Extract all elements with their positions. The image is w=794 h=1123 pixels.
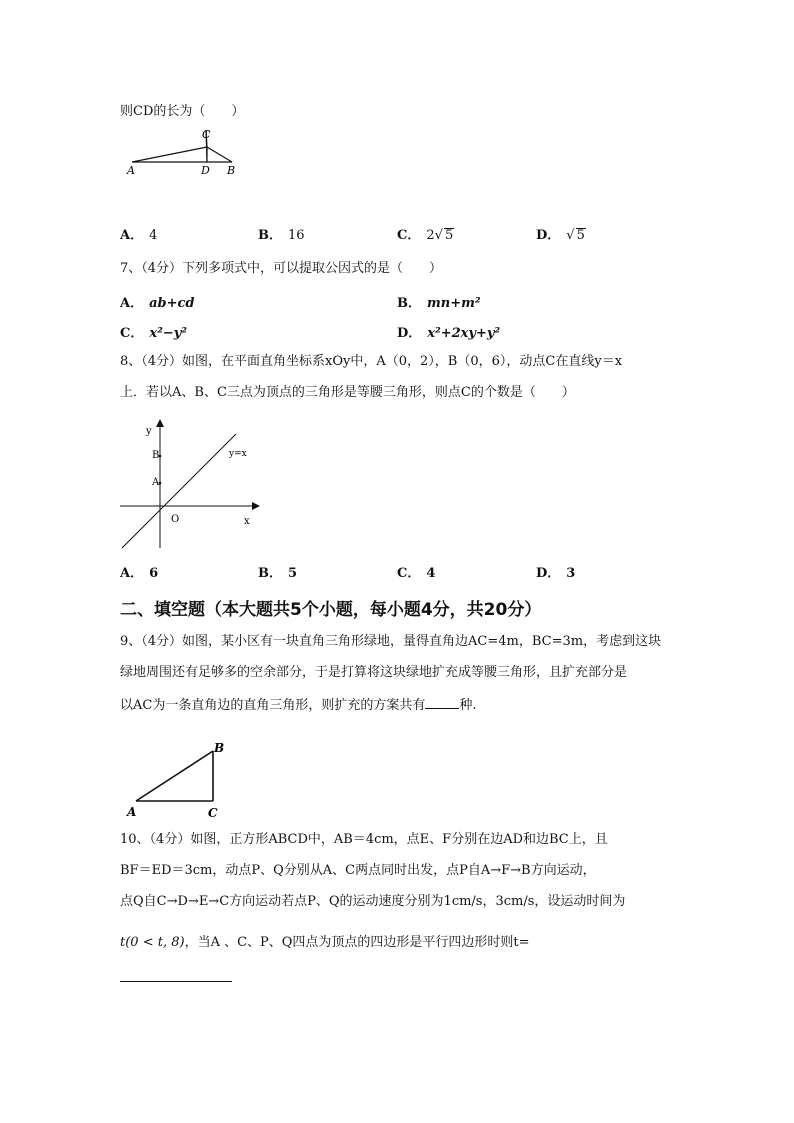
q10-answer-blank[interactable] bbox=[120, 981, 232, 982]
q7-option-c: C． x²−y² bbox=[120, 326, 187, 341]
q6-stem: 则CD的长为（ ） bbox=[120, 104, 245, 119]
q10-stem-line1: 10、（4分）如图，正方形ABCD中，AB＝4cm，点E、F分别在边AD和边BC上，且 bbox=[120, 832, 608, 847]
label-line: y=x bbox=[229, 449, 247, 459]
label-y: y bbox=[146, 426, 152, 437]
q8-option-a: A． 6 bbox=[120, 566, 159, 581]
q7-option-b: B． mn+m² bbox=[397, 296, 481, 311]
q6-option-d: D． √ 5 bbox=[536, 228, 585, 243]
label-o: O bbox=[171, 514, 180, 525]
q6-triangle-figure bbox=[118, 128, 248, 178]
q6-option-b: B． 16 bbox=[258, 228, 305, 243]
q8-option-c: C． 4 bbox=[397, 566, 436, 581]
q9-answer-blank[interactable] bbox=[425, 696, 459, 709]
x-axis-arrow-icon bbox=[252, 502, 260, 510]
q6-option-c: C． 2√ 5 bbox=[397, 228, 454, 243]
q7-option-d: D． x²+2xy+y² bbox=[397, 326, 501, 341]
q10-stem-line3: 点Q自C→D→E→C方向运动若点P、Q的运动速度分别为1cm/s，3cm/s，设运动时间为 bbox=[120, 894, 626, 909]
label-d: D bbox=[201, 164, 210, 177]
line-y-equals-x bbox=[122, 434, 236, 548]
label-c: C bbox=[208, 806, 218, 820]
q6-option-a: A． 4 bbox=[120, 228, 158, 243]
label-b: B bbox=[227, 164, 236, 177]
q8-option-b: B． 5 bbox=[258, 566, 298, 581]
label-x: x bbox=[244, 516, 250, 527]
label-a: A bbox=[127, 805, 137, 819]
label-c: C bbox=[202, 128, 211, 141]
q8-coordinate-figure bbox=[116, 416, 266, 552]
edge-ab bbox=[136, 751, 213, 801]
label-b: B bbox=[214, 741, 225, 755]
q9-stem-line3: 以AC为一条直角边的直角三角形，则扩充的方案共有 种. bbox=[120, 698, 477, 713]
edge-cb bbox=[207, 147, 232, 162]
q10-stem-line2: BF＝ED＝3cm，动点P、Q分别从A、C两点同时出发，点P自A→F→B方向运动， bbox=[120, 863, 596, 878]
q8-option-d: D． 3 bbox=[536, 566, 576, 581]
q7-option-a: A． ab+cd bbox=[120, 296, 195, 311]
y-axis-arrow-icon bbox=[156, 419, 164, 427]
q10-stem-line4: t(0 < t, 8)，当A 、C、P、Q四点为顶点的四边形是平行四边形时则t= bbox=[120, 935, 530, 950]
q8-stem-line1: 8、（4分）如图，在平面直角坐标系xOy中，A（0，2），B（0，6），动点C在直线y＝x bbox=[120, 354, 623, 369]
label-a: A bbox=[152, 477, 160, 488]
edge-ac bbox=[132, 147, 207, 162]
q8-stem-line2: 上．若以A、B、C三点为顶点的三角形是等腰三角形，则点C的个数是（ ） bbox=[120, 385, 575, 400]
q9-stem-line2: 绿地周围还有足够多的空余部分，于是打算将这块绿地扩充成等腰三角形，且扩充部分是 bbox=[120, 665, 628, 680]
section-heading-fill-in: 二、填空题（本大题共5个小题，每小题4分，共20分） bbox=[120, 600, 542, 620]
q9-stem-line1: 9、（4分）如图，某小区有一块直角三角形绿地，量得直角边AC=4m，BC=3m，考虑到这块 bbox=[120, 634, 662, 649]
q7-stem: 7、（4分）下列多项式中，可以提取公因式的是（ ） bbox=[120, 261, 443, 276]
label-a: A bbox=[127, 164, 135, 177]
q9-triangle-figure bbox=[124, 740, 234, 820]
label-b: B bbox=[152, 450, 160, 461]
